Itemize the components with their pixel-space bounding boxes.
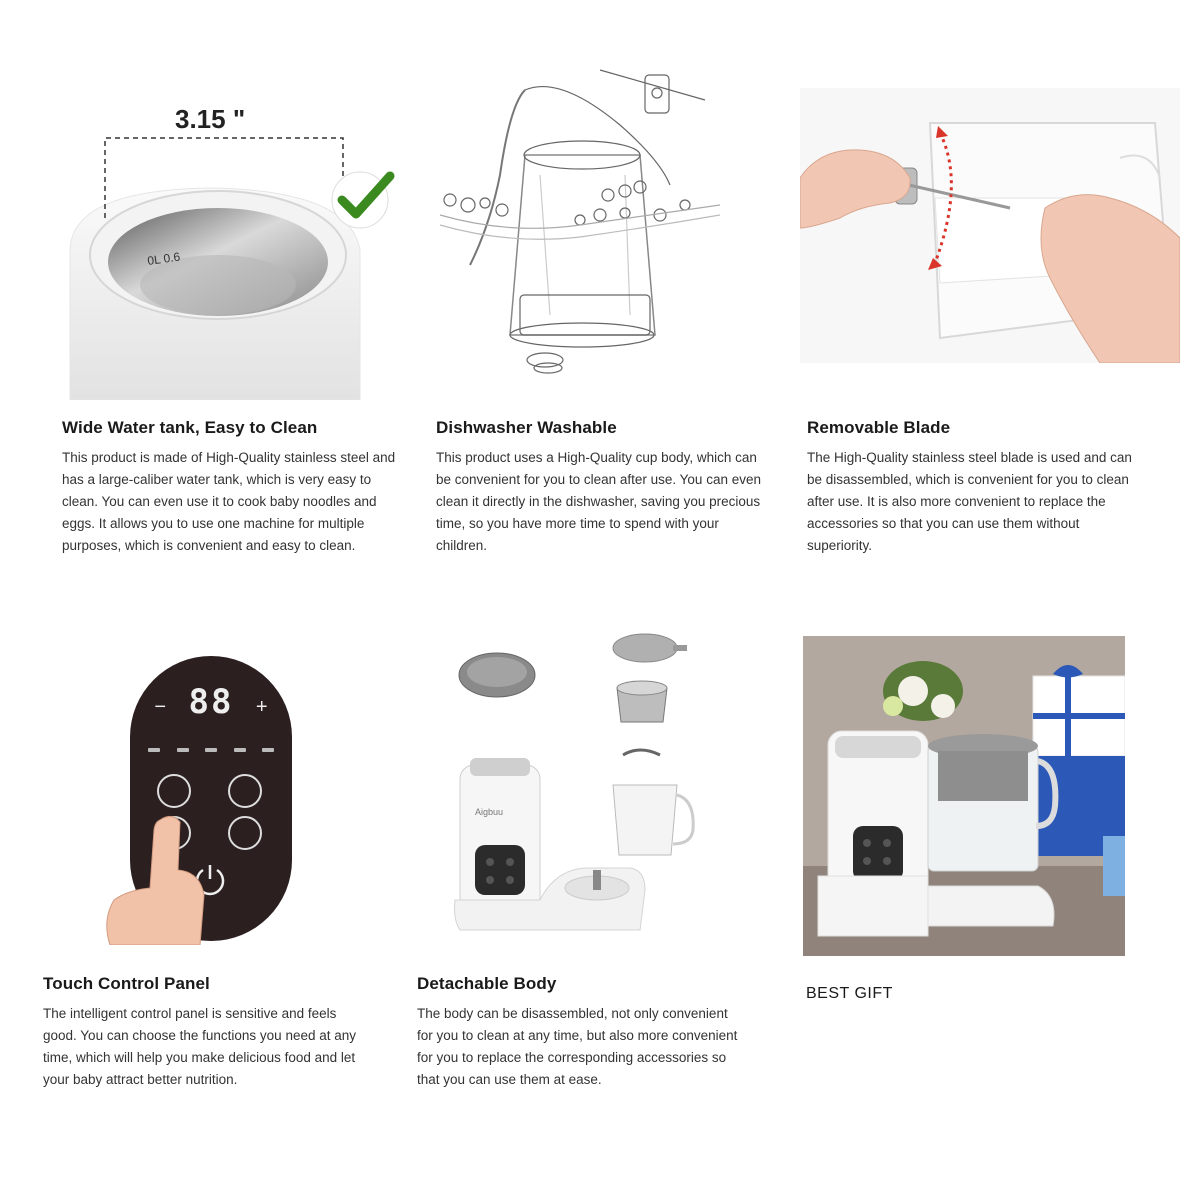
blender-jar-sketch-image bbox=[430, 65, 730, 395]
touch-control-panel-image bbox=[100, 650, 310, 945]
tank-dimension-label: 3.15 " bbox=[175, 104, 246, 134]
detachable-body-image bbox=[445, 630, 715, 940]
removable-blade-photo bbox=[800, 88, 1180, 363]
feature-body-dishwasher-washable: This product uses a High-Quality cup body, which can be convenient for you to clean after use. You can even clean it directly in the dishwasher, saving you precious time, so you have more time to spend with your children. bbox=[436, 450, 761, 553]
feature-title-wide-water-tank: Wide Water tank, Easy to Clean bbox=[62, 418, 318, 437]
blend-button[interactable] bbox=[228, 774, 262, 808]
feature-body-touch-control-panel: The intelligent control panel is sensitive and feels good. You can choose the functions you need at any time, which will help you make delicious food and let your baby attract better nutrition. bbox=[43, 1006, 356, 1087]
clean-button[interactable] bbox=[228, 816, 262, 850]
feature-title-detachable-body: Detachable Body bbox=[417, 974, 557, 993]
feature-title-best-gift: BEST GIFT bbox=[806, 985, 893, 1002]
check-icon bbox=[332, 172, 390, 228]
feature-body-removable-blade: The High-Quality stainless steel blade is used and can be disassembled, which is convenient for you to clean after use. It is also more convenient to replace the accessories so that you can use them without superiority. bbox=[807, 450, 1132, 553]
minus-sign: − bbox=[154, 696, 167, 718]
feature-body-detachable-body: The body can be disassembled, not only convenient for you to clean at any time, but also more convenient for you to replace the corresponding accessories so that you can use them at ease. bbox=[417, 1006, 738, 1087]
brand-label: Aigbuu bbox=[475, 807, 504, 817]
feature-body-wide-water-tank: This product is made of High-Quality stainless steel and has a large-caliber water tank, which is very easy to clean. You can even use it to cook baby noodles and eggs. It allows you to use one machine for multiple purposes, which is convenient and easy to clean. bbox=[62, 450, 396, 553]
svg-text:0L 0.6: 0L 0.6 bbox=[146, 249, 182, 268]
temperature-display: 88 bbox=[188, 682, 234, 722]
feature-title-removable-blade: Removable Blade bbox=[807, 418, 951, 437]
plus-sign: + bbox=[255, 696, 268, 718]
best-gift-photo bbox=[803, 636, 1125, 956]
feature-title-dishwasher-washable: Dishwasher Washable bbox=[436, 418, 617, 437]
water-tank-image bbox=[60, 80, 400, 400]
feature-title-touch-control-panel: Touch Control Panel bbox=[43, 974, 210, 993]
